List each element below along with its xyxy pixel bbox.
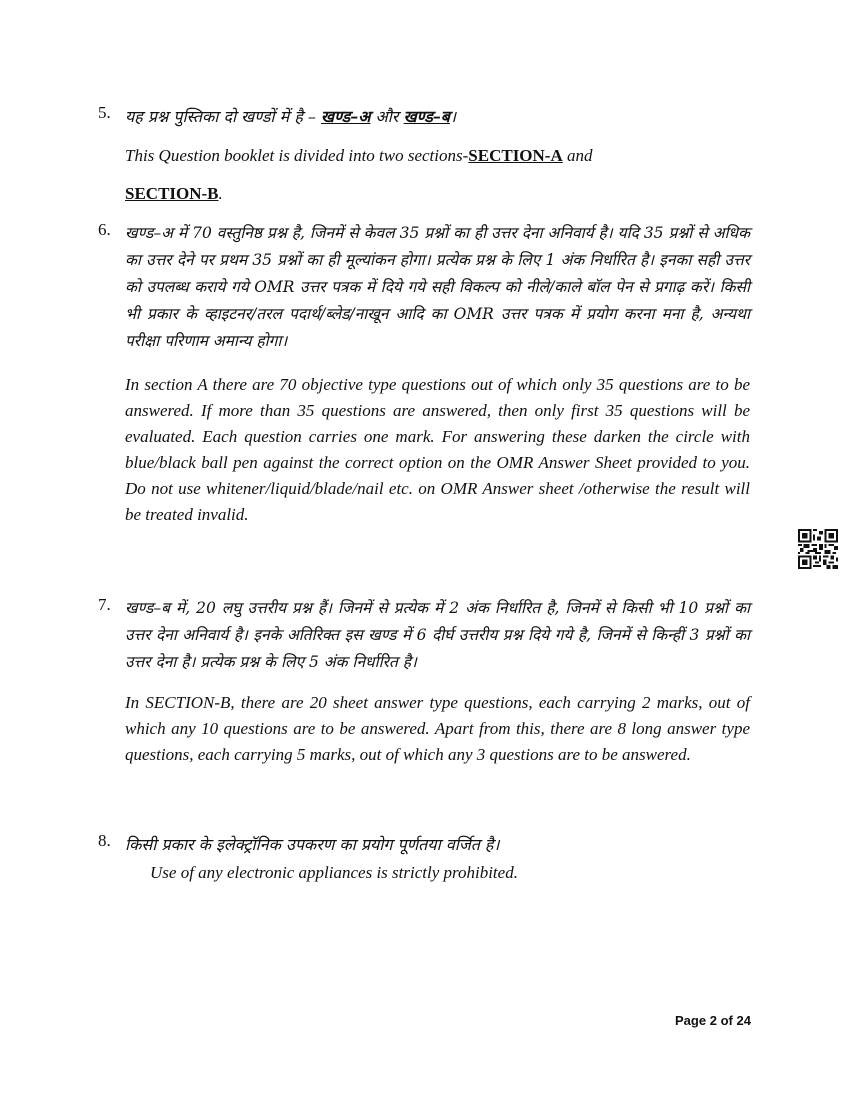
instruction-5-english: This Question booklet is divided into two sections-SECTION-A and <box>125 146 593 165</box>
instruction-8-hindi: किसी प्रकार के इलेक्ट्रॉनिक उपकरण का प्रयोग पूर्णतया वर्जित है। <box>125 835 500 854</box>
section-a-hindi: खण्ड–अ <box>320 107 371 126</box>
instruction-6-hindi: खण्ड–अ में 70 वस्तुनिष्ठ प्रश्न है, जिनमें से केवल 35 प्रश्नों का ही उत्तर देना अनिवार्य है। यदि 35 प्रश्नों से अधिक का उत्तर देने पर प्रथम 35 प्रश्नों का ही मूल्यांकन होगा। प्रत्येक प्रश्न के लिए 1 अंक निर्धारित है। इनका सही उत्तर को उपलब्ध कराये गये OMR उत्तर पत्रक में दिये गये सही विकल्प को नीले/काले बॉल पेन से प्रगाढ़ करें। किसी भी प्रकार के व्हाइटनर/तरल पदार्थ/ब्लेड/नाखून आदि का OMR उत्तर पत्रक में प्रयोग करना मना है, अन्यथा परीक्षा परिणाम अमान्य होगा। <box>125 224 750 350</box>
instruction-6 <box>98 220 756 528</box>
section-b-hindi: खण्ड–ब <box>403 107 450 126</box>
item-number: 8. <box>98 831 111 850</box>
item-number: 5. <box>98 103 111 122</box>
instruction-7 <box>98 595 756 768</box>
item-number: 7. <box>98 595 111 614</box>
page-number: Page 2 of 24 <box>675 1013 751 1028</box>
instruction-7-english: In SECTION-B, there are 20 sheet answer type questions, each carrying 2 marks, out of which any 10 questions are to be answered. Apart from this, there are 8 long answer type questions, each carrying 5 marks, out of which any 3 questions are to be answered. <box>125 693 750 764</box>
section-a-label: SECTION-A <box>468 146 563 165</box>
instruction-8-english: Use of any electronic appliances is strictly prohibited. <box>150 863 518 882</box>
qr-code-icon <box>798 529 838 569</box>
instruction-5-hindi: यह प्रश्न पुस्तिका दो खण्डों में है – खण्ड–अ और खण्ड–ब। <box>125 107 457 126</box>
instruction-5-english-cont: SECTION-B. <box>125 184 223 203</box>
instruction-8 <box>98 831 756 886</box>
instruction-5 <box>98 103 756 207</box>
section-b-label: SECTION-B <box>125 184 219 203</box>
item-number: 6. <box>98 220 111 239</box>
instruction-7-hindi: खण्ड–ब में, 20 लघु उत्तरीय प्रश्न हैं। जिनमें से प्रत्येक में 2 अंक निर्धारित है, जिनमें से किसी भी 10 प्रश्नों का उत्तर देना अनिवार्य है। इनके अतिरिक्त इस खण्ड में 6 दीर्घ उत्तरीय प्रश्न दिये गये है, जिनमें से किन्हीं 3 प्रश्नों का उत्तर देना है। प्रत्येक प्रश्न के लिए 5 अंक निर्धारित है। <box>125 599 750 671</box>
instruction-6-english: In section A there are 70 objective type questions out of which only 35 questions are to be answered. If more than 35 questions are answered, then only first 35 questions will be evaluated. Each question carries one mark. For answering these darken the circle with blue/black ball pen against the correct option on the OMR Answer Sheet provided to you. Do not use whitener/liquid/blade/nail etc. on OMR Answer sheet /otherwise the result will be treated invalid. <box>125 375 750 524</box>
